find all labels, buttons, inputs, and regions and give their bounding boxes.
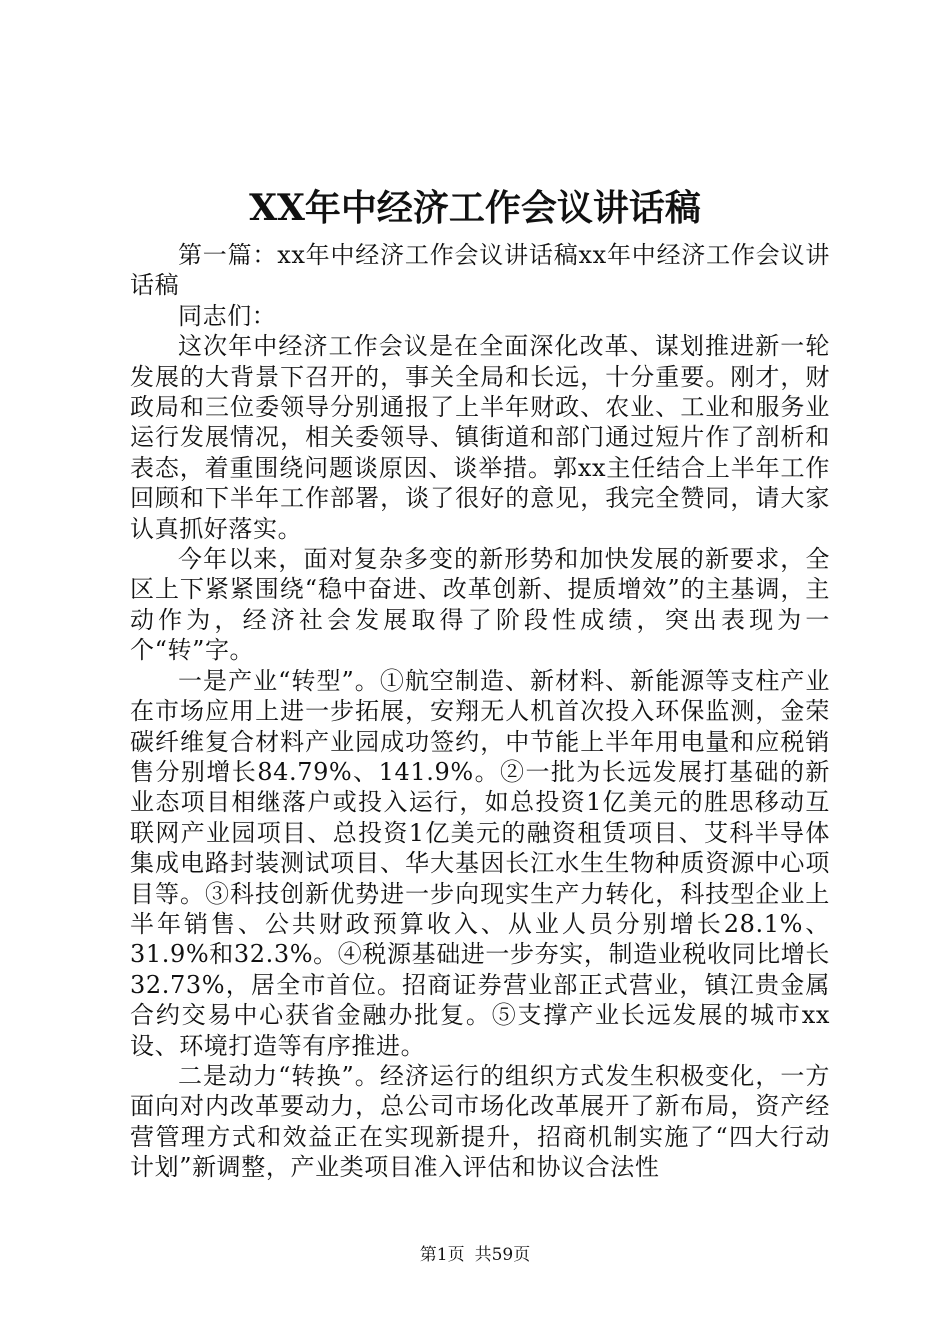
paragraph-industry-transformation: 一是产业“转型”。①航空制造、新材料、新能源等支柱产业在市场应用上进一步拓展，安翔无人机首次投入环保监测，金荣碳纤维复合材料产业园成功签约，中节能上半年用电量和应税销售分别增长84.79%、141.9%。②一批为长远发展打基础的新业态项目相继落户或投入运行，如总投资1亿美元的胜思移动互联网产业园项目、总投资1亿美元的融资租赁项目、艾科半导体集成电路封装测试项目、华大基因长江水生生物种质资源中心项目等。③科技创新优势进一步向现实生产力转化，科技型企业上半年销售、公共财政预算收入、从业人员分别增长28.1%、31.9%和32.3%。④税源基础进一步夯实，制造业税收同比增长32.73%，居全市首位。招商证券营业部正式营业，镇江贵金属合约交易中心获省金融办批复。⑤支撑产业长远发展的城市xx设、环境打造等有序推进。 — [130, 666, 830, 1060]
page-total: 共59页 — [474, 1245, 531, 1265]
document-title: XX年中经济工作会议讲话稿 — [249, 187, 701, 229]
paragraph-overview: 今年以来，面对复杂多变的新形势和加快发展的新要求，全区上下紧紧围绕“稳中奋进、改革创新、提质增效”的主基调，主动作为，经济社会发展取得了阶段性成绩，突出表现为一个“转”字。 — [130, 545, 830, 665]
paragraph-intro: 这次年中经济工作会议是在全面深化改革、谋划推进新一轮发展的大背景下召开的，事关全局和长远，十分重要。刚才，财政局和三位委领导分别通报了上半年财政、农业、工业和服务业运行发展情况，相关委领导、镇街道和部门通过短片作了剖析和表态，着重围绕问题谈原因、谈举措。郭xx主任结合上半年工作回顾和下半年工作部署，谈了很好的意见，我完全赞同，请大家认真抓好落实。 — [130, 332, 830, 543]
paragraph-heading: 第一篇：xx年中经济工作会议讲话稿xx年中经济工作会议讲话稿 — [130, 241, 830, 300]
paragraph-salutation: 同志们： — [178, 301, 277, 330]
page-footer — [0, 1243, 950, 1267]
document-body — [130, 240, 830, 1183]
page-number: 第1页 — [419, 1245, 465, 1265]
paragraph-momentum-conversion: 二是动力“转换”。经济运行的组织方式发生积极变化，一方面向对内改革要动力，总公司市场化改革展开了新布局，资产经营管理方式和效益正在实现新提升，招商机制实施了“四大行动计划”新调整，产业类项目准入评估和协议合法性 — [130, 1061, 830, 1182]
